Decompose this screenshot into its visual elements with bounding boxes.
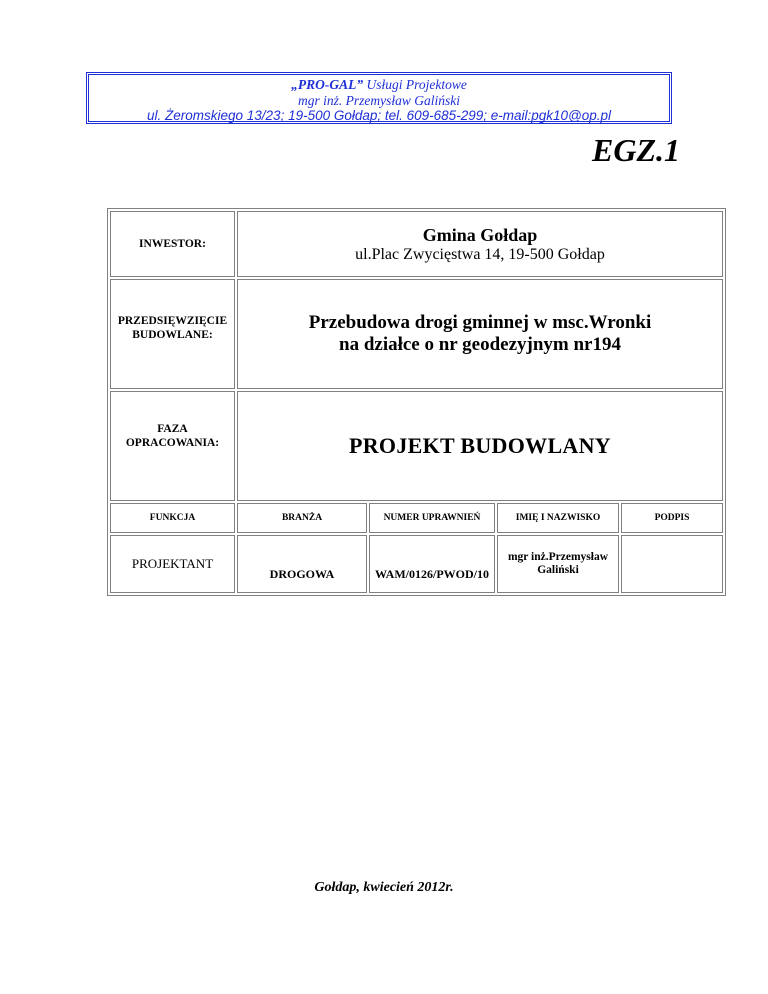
project-value-cell <box>237 279 723 389</box>
phase-value: PROJEKT BUDOWLANY <box>349 433 611 458</box>
investor-label: INWESTOR: <box>139 238 206 250</box>
title-block-table <box>107 208 726 596</box>
row-discipline: DROGOWA <box>237 535 367 593</box>
footer-place-date: Gołdap, kwiecień 2012r. <box>314 880 454 895</box>
row-function: PROJEKTANT <box>110 535 235 593</box>
header-name: IMIĘ I NAZWISKO <box>497 503 619 533</box>
company-suffix: Usługi Projektowe <box>363 77 467 92</box>
phase-label-line2: OPRACOWANIA: <box>125 437 220 449</box>
header-signature: PODPIS <box>621 503 723 533</box>
investor-value-cell <box>237 211 723 277</box>
company-header-box <box>86 72 672 124</box>
project-title-line1: Przebudowa drogi gminnej w msc.Wronki <box>308 312 652 333</box>
phase-value-cell <box>237 391 723 501</box>
company-name: „PRO-GAL” <box>291 77 364 92</box>
row-signature <box>621 535 723 593</box>
header-license: NUMER UPRAWNIEŃ <box>369 503 495 533</box>
row-name-cell <box>497 535 619 593</box>
company-name-line <box>89 77 669 93</box>
phase-label-cell <box>110 391 235 501</box>
project-label-line1: PRZEDSIĘWZIĘCIE <box>117 315 228 327</box>
row-name-line2: Galiński <box>537 564 579 576</box>
project-label-line2: BUDOWLANE: <box>132 329 213 341</box>
header-discipline: BRANŻA <box>237 503 367 533</box>
project-label-cell <box>110 279 235 389</box>
project-title-line2: na działce o nr geodezyjnym nr194 <box>339 334 621 355</box>
company-owner: mgr inż. Przemysław Galiński <box>298 93 460 108</box>
header-function: FUNKCJA <box>110 503 235 533</box>
copy-label: EGZ.1 <box>592 132 680 168</box>
row-license: WAM/0126/PWOD/10 <box>369 535 495 593</box>
company-contact: ul. Żeromskiego 13/23; 19-500 Gołdap; tel. 609-685-299; e-mail:pgk10@op.pl <box>147 108 611 123</box>
row-name-line1: mgr inż.Przemysław <box>507 551 609 563</box>
investor-name: Gmina Gołdap <box>422 224 538 245</box>
investor-address: ul.Plac Zwycięstwa 14, 19-500 Gołdap <box>355 245 605 263</box>
phase-label-line1: FAZA <box>157 423 188 435</box>
investor-label-cell <box>110 211 235 277</box>
